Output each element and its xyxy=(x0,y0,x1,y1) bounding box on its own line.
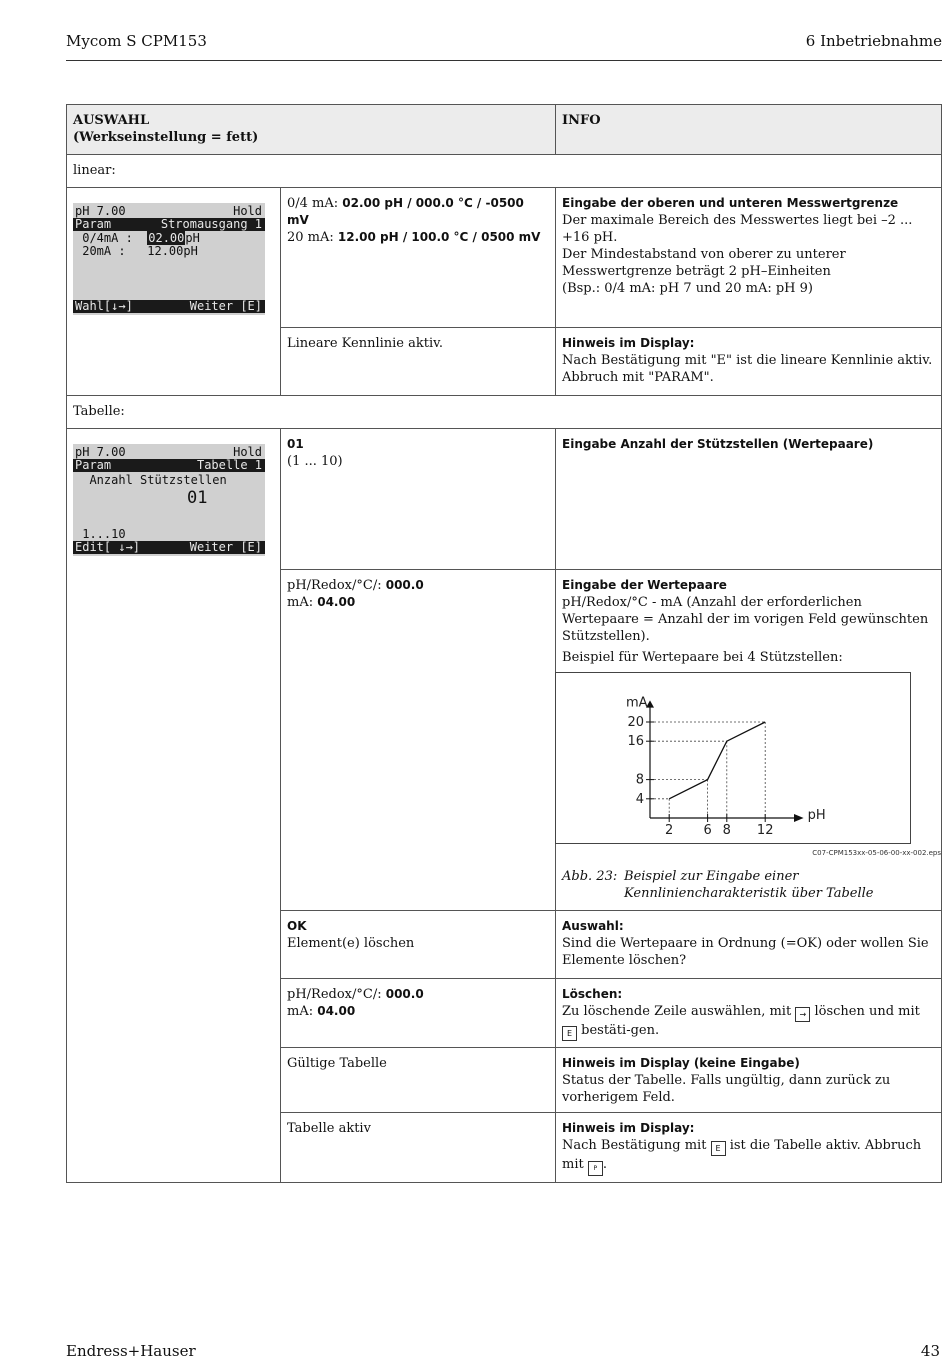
e-key-icon: E xyxy=(562,1026,577,1041)
table-row: pH 7.00 Hold Param Tabelle 1 Anzahl Stützstellen 01 1...10 Edit[ ↓→] Weiter [E] 01 (1 ... 10) Eingabe Anzahl der Stützstellen (Wertepaare) xyxy=(67,429,942,570)
x-axis-label: pH xyxy=(807,808,826,823)
x-tick-label: 2 xyxy=(665,823,674,838)
col-auswahl-sub: (Werkseinstellung = fett) xyxy=(73,130,259,145)
table-row: pH/Redox/°C/: 000.0 mA: 04.00 Eingabe der Wertepaare pH/Redox/°C - mA (Anzahl der erforderlichen Wertepaare = Anzahl der im vorigen Feld gewünschten Stützstellen). Beispiel für Wertepaare bei 4 Stützstellen: 2 6 8 12 4 8 16 20 mA pH C07-CPM153xx-05-06-00-xx-002.eps Abb. 23: Beispiel zur Eingabe einer Kennliniencharakteristik über Tabelle xyxy=(67,570,942,911)
page-number: 43 xyxy=(920,1342,940,1360)
table-row: Lineare Kennlinie aktiv. Hinweis im Display: Nach Bestätigung mit "E" ist die lineare Kennlinie aktiv. Abbruch mit "PARAM". xyxy=(67,328,942,396)
parameter-table xyxy=(66,104,942,1183)
y-tick-label: 4 xyxy=(635,791,645,807)
x-tick-label: 6 xyxy=(703,823,712,838)
footer-brand: Endress+Hauser xyxy=(66,1342,196,1360)
table-row: OK Element(e) löschen Auswahl: Sind die Wertepaare in Ordnung (=OK) oder wollen Sie Elemente löschen? xyxy=(67,911,942,979)
table-row: pH/Redox/°C/: 000.0 mA: 04.00 Löschen: Zu löschende Zeile auswählen, mit → löschen und mit E bestäti-gen. xyxy=(67,979,942,1048)
figure-code: C07-CPM153xx-05-06-00-xx-002.eps xyxy=(812,849,942,857)
chart-svg xyxy=(556,673,910,843)
y-axis-label: mA xyxy=(626,695,648,711)
y-tick-label: 20 xyxy=(627,715,645,730)
x-tick-label: 12 xyxy=(756,823,774,838)
x-tick-label: 8 xyxy=(722,823,731,838)
characteristic-chart xyxy=(555,672,911,844)
table-header-row xyxy=(67,105,942,155)
arrow-right-key-icon: → xyxy=(795,1007,810,1022)
series-line xyxy=(669,722,765,799)
col-info: INFO xyxy=(562,113,601,128)
e-key-icon: E xyxy=(711,1141,726,1156)
param-key-icon: P xyxy=(588,1161,603,1176)
range-info-title: Eingabe der oberen und unteren Messwertgrenze xyxy=(562,196,899,210)
section-tabelle: Tabelle: xyxy=(73,404,125,419)
table-row: Gültige Tabelle Hinweis im Display (keine Eingabe) Status der Tabelle. Falls ungültig, dann zurück zu vorherigem Feld. xyxy=(67,1048,942,1113)
table-row: pH 7.00 Hold Param Stromausgang 1 0/4mA : 02.00pH 20mA : 12.00pH Wahl[↓→] Weiter [E] 0/4 mA: 02.00 pH / 000.0 °C / -0500 mV 20 mA: 12.00 pH / 100.0 °C / 0500 mV Eingabe der oberen und unteren Messwertgrenze Der maximale Bereich des Messwertes liegt bei –2 ... +16 pH. Der Mindestabstand von oberer zu unterer Messwertgrenze beträgt 2 pH–Einheiten (Bsp.: 0/4 mA: pH 7 und 20 mA: pH 9) xyxy=(67,188,942,328)
lcd-display-table: pH 7.00 Hold Param Tabelle 1 Anzahl Stützstellen 01 1...10 Edit[ ↓→] Weiter [E] xyxy=(73,444,265,556)
y-tick-label: 8 xyxy=(635,772,645,788)
section-linear: linear: xyxy=(73,163,116,178)
figure-caption: Abb. 23: Beispiel zur Eingabe einer Kennliniencharakteristik über Tabelle xyxy=(562,869,874,901)
page-header xyxy=(66,32,942,61)
y-tick-label: 16 xyxy=(627,734,645,750)
table-row: Tabelle aktiv Hinweis im Display: Nach Bestätigung mit E ist die Tabelle aktiv. Abbruch mit P . xyxy=(67,1113,942,1183)
lcd-display-linear: pH 7.00 Hold Param Stromausgang 1 0/4mA : 02.00pH 20mA : 12.00pH Wahl[↓→] Weiter [E] xyxy=(73,203,265,315)
header-chapter: 6 Inbetriebnahme xyxy=(805,32,942,50)
x-axis-arrow xyxy=(794,814,804,822)
header-product: Mycom S CPM153 xyxy=(66,32,207,50)
col-auswahl: AUSWAHL xyxy=(73,113,150,128)
